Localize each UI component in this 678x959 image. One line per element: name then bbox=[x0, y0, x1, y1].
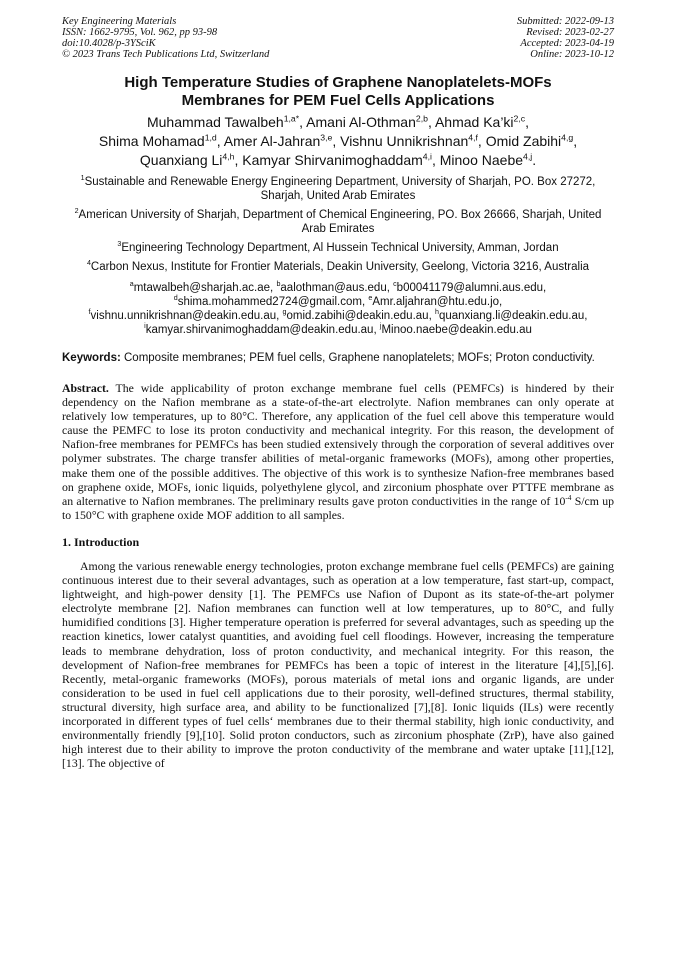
author-separator: , bbox=[234, 152, 243, 168]
author-name: Quanxiang Li bbox=[139, 152, 223, 168]
email-address[interactable]: quanxiang.li@deakin.edu.au, bbox=[438, 310, 588, 322]
author-line bbox=[62, 151, 614, 170]
email-address[interactable]: Amr.aljahran@htu.edu.jo, bbox=[372, 296, 503, 308]
affiliation-text: American University of Sharjah, Department of Chemical Engineering, PO. Box 26666, Sharjah, United Arab Emirates bbox=[78, 209, 602, 235]
email-line bbox=[62, 295, 614, 309]
email-address[interactable]: kamyar.shirvanimoghaddam@deakin.edu.au, bbox=[145, 324, 380, 336]
author-affiliation-mark: 4,i bbox=[422, 151, 432, 162]
author-affiliation-mark: 4,g bbox=[561, 132, 574, 143]
email-address[interactable]: shima.mohammed2724@gmail.com, bbox=[177, 296, 369, 308]
date-online: Online: 2023-10-12 bbox=[530, 49, 614, 60]
affiliation-text: Engineering Technology Department, Al Hussein Technical University, Amman, Jordan bbox=[121, 242, 559, 254]
author-name: Vishnu Unnikrishnan bbox=[340, 133, 469, 149]
author-separator: , bbox=[216, 133, 224, 149]
author-affiliation-mark: 1,d bbox=[204, 132, 217, 143]
paper-title bbox=[62, 74, 614, 110]
date-accepted: Accepted: 2023-04-19 bbox=[520, 38, 614, 49]
abstract-text-end: S/cm up to 150°C with graphene oxide MOF addition to all samples. bbox=[62, 493, 614, 522]
title-line: Membranes for PEM Fuel Cells Applications bbox=[181, 92, 495, 109]
author-separator: , bbox=[431, 152, 440, 168]
paper-page bbox=[62, 16, 614, 770]
email-line bbox=[62, 323, 614, 337]
journal-info bbox=[62, 16, 269, 60]
date-revised: Revised: 2023-02-27 bbox=[526, 27, 614, 38]
email-mark: i bbox=[144, 322, 146, 331]
affiliation-text: Carbon Nexus, Institute for Frontier Materials, Deakin University, Geelong, Victoria 3216, Australia bbox=[90, 261, 590, 273]
date-submitted: Submitted: 2022-09-13 bbox=[516, 16, 614, 27]
affiliation-number: 4 bbox=[86, 259, 91, 268]
affiliation bbox=[62, 208, 614, 236]
author-affiliation-mark: 2,c bbox=[513, 113, 526, 124]
email-address[interactable]: aalothman@aus.edu, bbox=[280, 282, 394, 294]
author-separator: , bbox=[427, 114, 435, 130]
email-mark: f bbox=[88, 308, 91, 317]
keywords-text: Composite membranes; PEM fuel cells, Graphene nanoplatelets; MOFs; Proton conductivity. bbox=[120, 352, 595, 364]
abstract-label: Abstract. bbox=[62, 381, 109, 395]
author-affiliation-mark: 1,a* bbox=[283, 113, 300, 124]
email-list bbox=[62, 281, 614, 337]
email-mark: e bbox=[368, 294, 373, 303]
email-mark: d bbox=[173, 294, 178, 303]
email-address[interactable]: omid.zabihi@deakin.edu.au, bbox=[286, 310, 435, 322]
author-separator: , bbox=[525, 114, 530, 130]
affiliation bbox=[62, 241, 614, 255]
author-separator: . bbox=[532, 152, 537, 168]
email-mark: j bbox=[379, 322, 382, 331]
email-mark: a bbox=[129, 280, 134, 289]
author-affiliation-mark: 4,f bbox=[468, 132, 478, 143]
author-separator: , bbox=[299, 114, 307, 130]
affiliation-text: Sustainable and Renewable Energy Engineering Department, University of Sharjah, PO. Box 27272, Sharjah, United Arab Emirates bbox=[84, 176, 596, 202]
email-mark: g bbox=[282, 308, 287, 317]
abstract-text: The wide applicability of proton exchange membrane fuel cells (PEMFCs) is hindered by their dependency on the Nafion membrane as a state-of-the-art electrolyte. Nafion membranes can only operate at relatively low temperatures, up to 80°C. Therefore, any application of the fuel cell above this temperature would cause the PEMFC to lose its proton conductivity and mechanical integrity. For this reason, the development of Nafion-free membranes for PEMFCs has been studied extensively through the corporation of several additives over polymer substrates. The charge transfer abilities of metal-organic frameworks (MOFs), among other properties, make them one of the possible additives. The objective of this work is to synthesize Nafion-free membranes based on graphene oxide, MOFs, ionic liquids, polyethylene glycol, and zirconium phosphate over PTTFE membrane as an alternative to Nafion membranes. The preliminary results gave proton conductivities in the range of 10 bbox=[62, 381, 614, 508]
author-affiliation-mark: 3,e bbox=[320, 132, 333, 143]
email-mark: c bbox=[393, 280, 397, 289]
author-line bbox=[62, 113, 614, 132]
abstract bbox=[62, 381, 614, 522]
author-line bbox=[62, 132, 614, 151]
journal-copyright: © 2023 Trans Tech Publications Ltd, Switzerland bbox=[62, 49, 270, 60]
affiliation bbox=[62, 260, 614, 274]
journal-header bbox=[62, 16, 614, 60]
email-mark: b bbox=[276, 280, 281, 289]
author-name: Minoo Naebe bbox=[439, 152, 524, 168]
author-name: Muhammad Tawalbeh bbox=[146, 114, 284, 130]
title-line: High Temperature Studies of Graphene Nanoplatelets-MOFs bbox=[124, 74, 552, 91]
author-affiliation-mark: 4,j bbox=[523, 151, 533, 162]
author-separator: , bbox=[477, 133, 486, 149]
affiliation bbox=[62, 175, 614, 203]
journal-doi: doi:10.4028/p-3YSciK bbox=[62, 38, 156, 49]
author-list bbox=[62, 113, 614, 170]
author-name: Amer Al-Jahran bbox=[223, 133, 321, 149]
affiliation-number: 3 bbox=[117, 240, 122, 249]
author-name: Omid Zabihi bbox=[485, 133, 562, 149]
author-name: Amani Al-Othman bbox=[306, 114, 416, 130]
author-name: Shima Mohamad bbox=[98, 133, 205, 149]
journal-issn: ISSN: 1662-9795, Vol. 962, pp 93-98 bbox=[62, 27, 218, 38]
abstract-exponent: -4 bbox=[565, 492, 572, 502]
author-name: Ahmad Ka’ki bbox=[434, 114, 514, 130]
email-address[interactable]: vishnu.unnikrishnan@deakin.edu.au, bbox=[90, 310, 283, 322]
email-mark: h bbox=[434, 308, 439, 317]
email-address[interactable]: Minoo.naebe@deakin.edu.au bbox=[381, 324, 532, 336]
affiliation-number: 2 bbox=[74, 207, 79, 216]
intro-paragraph: Among the various renewable energy technologies, proton exchange membrane fuel cells (PEMFCs) are gaining continuous interest due to their several advantages, such as operation at a low temperature, fast start-up, compact, lightweight, and high-power density [1]. The PEMFCs use Nafion of Dupont as its state-of-the-art polymer electrolyte membrane [2]. Nafion membranes can function well at low temperatures, up to 80°C, and fully humidified conditions [3]. Higher temperature operation is preferred for several advantages, such as speeding up the reaction kinetics, lower catalyst quantities, and avoiding fuel cell floodings. However, increasing the temperature leads to membrane dehydration, loss of proton conductivity, and mechanical integrity. For this reason, the development of Nafion-free membranes for PEMFCs has been a topic of interest in the literature [4],[5],[6]. Recently, metal-organic frameworks (MOFs), porous materials of metal ions and organic ligands, are under consideration to be used in fuel cell applications due to their porosity, well-defined structures, thermal stability, structural diversity, high surface area, and ability to be functionalized [7],[8]. Ionic liquids (ILs) were recently incorporated in different types of fuel cells‘ membranes due to their thermal stability, high ionic conductivity, and environmentally friendly [9],[10]. Solid proton conductors, such as zirconium phosphate (ZrP), have also gained high interest due to their ability to improve the proton conductivity of the membrane and water uptake [11],[12],[13]. The objective of bbox=[62, 558, 614, 771]
section-heading: 1. Introduction bbox=[62, 534, 140, 549]
journal-name: Key Engineering Materials bbox=[62, 16, 177, 27]
email-address[interactable]: b00041179@alumni.aus.edu, bbox=[396, 282, 547, 294]
submission-dates bbox=[517, 16, 614, 60]
author-separator: , bbox=[332, 133, 341, 149]
email-line bbox=[62, 309, 614, 323]
affiliation-number: 1 bbox=[80, 174, 85, 183]
email-line bbox=[62, 281, 614, 295]
author-name: Kamyar Shirvanimoghaddam bbox=[242, 152, 423, 168]
author-affiliation-mark: 4,h bbox=[222, 151, 235, 162]
author-affiliation-mark: 2,b bbox=[415, 113, 428, 124]
author-separator: , bbox=[573, 133, 578, 149]
keywords bbox=[62, 351, 614, 365]
email-address[interactable]: mtawalbeh@sharjah.ac.ae, bbox=[133, 282, 277, 294]
keywords-label: Keywords: bbox=[62, 352, 121, 364]
